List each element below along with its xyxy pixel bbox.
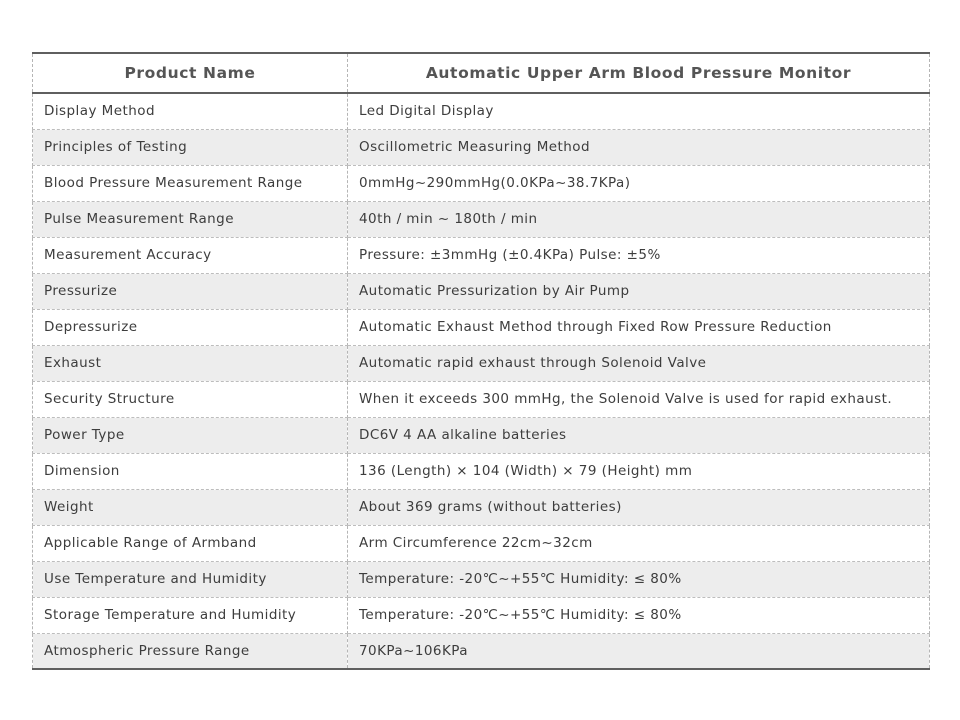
row-label: Principles of Testing xyxy=(33,129,348,165)
table-row xyxy=(33,309,930,345)
spec-table xyxy=(32,52,930,670)
table-body xyxy=(33,93,930,669)
row-value: 70KPa~106KPa xyxy=(348,633,930,669)
row-label: Security Structure xyxy=(33,381,348,417)
row-value: Temperature: -20℃~+55℃ Humidity: ≤ 80% xyxy=(348,597,930,633)
row-label: Display Method xyxy=(33,93,348,129)
row-label: Blood Pressure Measurement Range xyxy=(33,165,348,201)
row-label: Measurement Accuracy xyxy=(33,237,348,273)
row-label: Storage Temperature and Humidity xyxy=(33,597,348,633)
table-row xyxy=(33,273,930,309)
row-value: About 369 grams (without batteries) xyxy=(348,489,930,525)
table-row xyxy=(33,417,930,453)
row-value: DC6V 4 AA alkaline batteries xyxy=(348,417,930,453)
table-row xyxy=(33,237,930,273)
row-label: Depressurize xyxy=(33,309,348,345)
row-label: Pressurize xyxy=(33,273,348,309)
header-row xyxy=(33,53,930,93)
table-row xyxy=(33,165,930,201)
row-value: 0mmHg~290mmHg(0.0KPa~38.7KPa) xyxy=(348,165,930,201)
table-row xyxy=(33,201,930,237)
table-row xyxy=(33,633,930,669)
row-label: Exhaust xyxy=(33,345,348,381)
row-label: Dimension xyxy=(33,453,348,489)
table-row xyxy=(33,561,930,597)
table-row xyxy=(33,489,930,525)
row-label: Use Temperature and Humidity xyxy=(33,561,348,597)
row-value: Automatic rapid exhaust through Solenoid Valve xyxy=(348,345,930,381)
table-row xyxy=(33,597,930,633)
row-label: Weight xyxy=(33,489,348,525)
table-row xyxy=(33,453,930,489)
table-row xyxy=(33,525,930,561)
row-value: When it exceeds 300 mmHg, the Solenoid Valve is used for rapid exhaust. xyxy=(348,381,930,417)
header-product-name-value: Automatic Upper Arm Blood Pressure Monitor xyxy=(348,53,930,93)
row-value: Led Digital Display xyxy=(348,93,930,129)
row-label: Atmospheric Pressure Range xyxy=(33,633,348,669)
row-value: Oscillometric Measuring Method xyxy=(348,129,930,165)
table-row xyxy=(33,129,930,165)
row-value: 136 (Length) × 104 (Width) × 79 (Height) mm xyxy=(348,453,930,489)
row-value: 40th / min ~ 180th / min xyxy=(348,201,930,237)
row-value: Temperature: -20℃~+55℃ Humidity: ≤ 80% xyxy=(348,561,930,597)
table-row xyxy=(33,381,930,417)
row-label: Applicable Range of Armband xyxy=(33,525,348,561)
row-value: Automatic Pressurization by Air Pump xyxy=(348,273,930,309)
row-label: Power Type xyxy=(33,417,348,453)
row-label: Pulse Measurement Range xyxy=(33,201,348,237)
row-value: Arm Circumference 22cm~32cm xyxy=(348,525,930,561)
table-row xyxy=(33,93,930,129)
row-value: Pressure: ±3mmHg (±0.4KPa) Pulse: ±5% xyxy=(348,237,930,273)
header-product-name-label: Product Name xyxy=(33,53,348,93)
row-value: Automatic Exhaust Method through Fixed Row Pressure Reduction xyxy=(348,309,930,345)
table-header xyxy=(33,53,930,93)
table-row xyxy=(33,345,930,381)
